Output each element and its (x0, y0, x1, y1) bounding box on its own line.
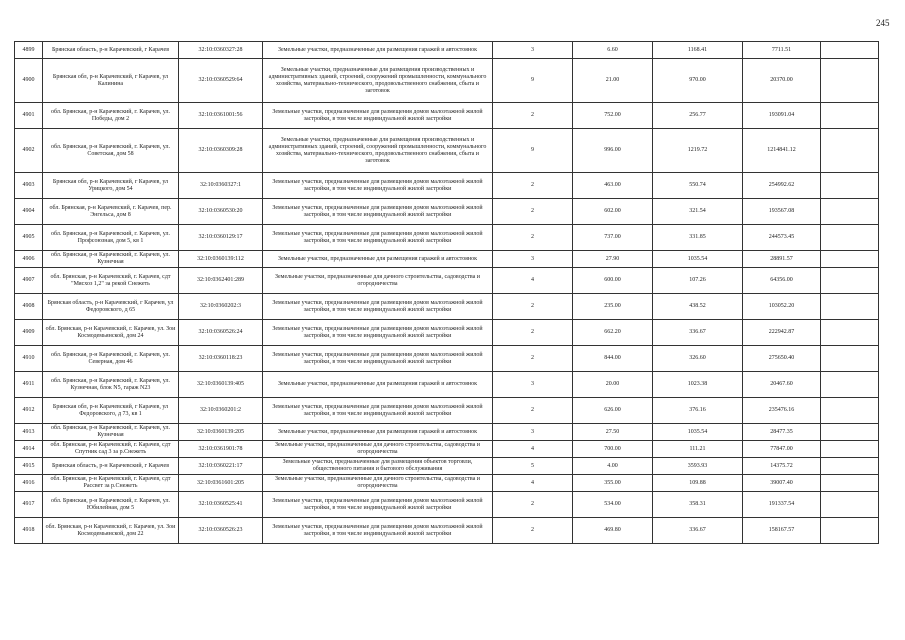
cadastral-number-cell: 32:10:0360139:112 (179, 251, 263, 268)
cadastral-value-cell: 14375.72 (743, 458, 821, 475)
empty-cell (821, 199, 879, 225)
specific-value-cell: 970.00 (653, 59, 743, 103)
table-body (15, 42, 879, 544)
cadastral-value-cell: 222942.87 (743, 320, 821, 346)
table-row (15, 458, 879, 475)
empty-cell (821, 398, 879, 424)
cadastral-value-cell: 7711.51 (743, 42, 821, 59)
area-cell: 21.00 (573, 59, 653, 103)
table-row (15, 424, 879, 441)
specific-value-cell: 109.88 (653, 475, 743, 492)
cadastral-number-cell: 32:10:0360139:405 (179, 372, 263, 398)
use-group-cell: 9 (493, 129, 573, 173)
specific-value-cell: 107.26 (653, 268, 743, 294)
use-group-cell: 5 (493, 458, 573, 475)
land-use-cell: Земельные участки, предназначенные для дачного строительства, садоводства и огородничества (263, 441, 493, 458)
cadastral-value-cell: 28477.35 (743, 424, 821, 441)
specific-value-cell: 111.21 (653, 441, 743, 458)
cadastral-value-cell: 275650.40 (743, 346, 821, 372)
address-cell: обл. Брянская, р-н Карачевский, г. Карачев, пер. Энгельса, дом 8 (43, 199, 179, 225)
area-cell: 752.00 (573, 103, 653, 129)
address-cell: обл. Брянская, р-н Карачевский, г. Карачев, ул. Кузнечная (43, 251, 179, 268)
table-row (15, 42, 879, 59)
use-group-cell: 2 (493, 225, 573, 251)
row-number-cell: 4909 (15, 320, 43, 346)
use-group-cell: 3 (493, 424, 573, 441)
use-group-cell: 2 (493, 294, 573, 320)
area-cell: 626.00 (573, 398, 653, 424)
empty-cell (821, 320, 879, 346)
specific-value-cell: 256.77 (653, 103, 743, 129)
row-number-cell: 4915 (15, 458, 43, 475)
address-cell: Брянская обл, р-н Карачевский, г Карачев, ул Калинина (43, 59, 179, 103)
empty-cell (821, 458, 879, 475)
use-group-cell: 2 (493, 173, 573, 199)
use-group-cell: 2 (493, 398, 573, 424)
cadastral-number-cell: 32:10:0360530:20 (179, 199, 263, 225)
address-cell: Брянская область, р-н Карачевский, г Карачев, ул Федоровского, д 65 (43, 294, 179, 320)
specific-value-cell: 1035.54 (653, 251, 743, 268)
table-row (15, 372, 879, 398)
empty-cell (821, 346, 879, 372)
row-number-cell: 4911 (15, 372, 43, 398)
specific-value-cell: 326.60 (653, 346, 743, 372)
cadastral-value-cell: 28891.57 (743, 251, 821, 268)
row-number-cell: 4913 (15, 424, 43, 441)
cadastral-number-cell: 32:10:0360309:28 (179, 129, 263, 173)
use-group-cell: 2 (493, 346, 573, 372)
cadastral-value-table (14, 41, 879, 544)
area-cell: 463.00 (573, 173, 653, 199)
cadastral-value-cell: 244573.45 (743, 225, 821, 251)
use-group-cell: 2 (493, 320, 573, 346)
specific-value-cell: 336.67 (653, 320, 743, 346)
use-group-cell: 9 (493, 59, 573, 103)
address-cell: обл. Брянская, р-н Карачевский, г. Карачев, ул. Юбилейная, дом 5 (43, 492, 179, 518)
address-cell: обл. Брянская, р-н Карачевский, г. Карачев, ул. Профсоюзная, дом 5, кв 1 (43, 225, 179, 251)
cadastral-number-cell: 32:10:0360118:23 (179, 346, 263, 372)
row-number-cell: 4901 (15, 103, 43, 129)
area-cell: 355.00 (573, 475, 653, 492)
land-use-cell: Земельные участки, предназначенные для размещения домов малоэтажной жилой застройки, в том числе индивидуальной жилой застройки (263, 346, 493, 372)
specific-value-cell: 376.16 (653, 398, 743, 424)
empty-cell (821, 129, 879, 173)
table-row (15, 294, 879, 320)
cadastral-number-cell: 32:10:0361901:78 (179, 441, 263, 458)
area-cell: 844.00 (573, 346, 653, 372)
address-cell: обл. Брянская, р-н Карачевский, г. Карачев, сдт Спутник сад 3 за р.Снежеть (43, 441, 179, 458)
cadastral-value-cell: 158167.57 (743, 518, 821, 544)
land-use-cell: Земельные участки, предназначенные для размещения домов малоэтажной жилой застройки, в том числе индивидуальной жилой застройки (263, 518, 493, 544)
address-cell: обл. Брянская, р-н Карачевский, г. Карачев, ул. Северная, дом 46 (43, 346, 179, 372)
area-cell: 27.50 (573, 424, 653, 441)
cadastral-value-cell: 193567.08 (743, 199, 821, 225)
specific-value-cell: 1023.38 (653, 372, 743, 398)
page-number: 245 (876, 18, 890, 28)
land-use-cell: Земельные участки, предназначенные для размещения производственных и административных зданий, строений, сооружений промышленности, коммунального хозяйства, материально-технического, продовольственного снабжения, сбыта и заготовок (263, 129, 493, 173)
empty-cell (821, 372, 879, 398)
area-cell: 27.90 (573, 251, 653, 268)
specific-value-cell: 550.74 (653, 173, 743, 199)
row-number-cell: 4918 (15, 518, 43, 544)
address-cell: обл. Брянская, р-н Карачевский, г. Карачев, ул. Кузнечная (43, 424, 179, 441)
land-use-cell: Земельные участки, предназначенные для размещения домов малоэтажной жилой застройки, в том числе индивидуальной жилой застройки (263, 320, 493, 346)
land-use-cell: Земельные участки, предназначенные для дачного строительства, садоводства и огородничества (263, 475, 493, 492)
cadastral-number-cell: 32:10:0360139:205 (179, 424, 263, 441)
table-row (15, 268, 879, 294)
use-group-cell: 3 (493, 251, 573, 268)
row-number-cell: 4903 (15, 173, 43, 199)
empty-cell (821, 475, 879, 492)
cadastral-number-cell: 32:10:0360327:1 (179, 173, 263, 199)
use-group-cell: 2 (493, 199, 573, 225)
land-use-cell: Земельные участки, предназначенные для размещения гаражей и автостоянок (263, 42, 493, 59)
cadastral-number-cell: 32:10:0361601:205 (179, 475, 263, 492)
use-group-cell: 4 (493, 441, 573, 458)
area-cell: 700.00 (573, 441, 653, 458)
area-cell: 737.00 (573, 225, 653, 251)
table-row (15, 251, 879, 268)
cadastral-number-cell: 32:10:0362401:289 (179, 268, 263, 294)
cadastral-number-cell: 32:10:0360221:17 (179, 458, 263, 475)
use-group-cell: 2 (493, 492, 573, 518)
table-row (15, 441, 879, 458)
land-use-cell: Земельные участки, предназначенные для размещения домов малоэтажной жилой застройки, в том числе индивидуальной жилой застройки (263, 103, 493, 129)
area-cell: 20.00 (573, 372, 653, 398)
address-cell: Брянская обл, р-н Карачевский, г Карачев, ул Урицкого, дом 54 (43, 173, 179, 199)
address-cell: обл. Брянская, р-н Карачевский, г. Карачев, ул. Зои Космодемьянской, дом 24 (43, 320, 179, 346)
specific-value-cell: 1168.41 (653, 42, 743, 59)
area-cell: 602.00 (573, 199, 653, 225)
address-cell: обл. Брянская, р-н Карачевский, г. Карачев, сдт "Мясхоз 1,2" за рекой Снежеть (43, 268, 179, 294)
area-cell: 235.00 (573, 294, 653, 320)
cadastral-value-cell: 254992.62 (743, 173, 821, 199)
land-use-cell: Земельные участки, предназначенные для размещения производственных и административных зданий, строений, сооружений промышленности, коммунального хозяйства, материально-технического, продовольственного снабжения, сбыта и заготовок (263, 59, 493, 103)
cadastral-number-cell: 32:10:0360526:23 (179, 518, 263, 544)
table-row (15, 518, 879, 544)
address-cell: обл. Брянская, р-н Карачевский, г. Карачев, ул. Зои Космодемьянской, дом 22 (43, 518, 179, 544)
empty-cell (821, 103, 879, 129)
use-group-cell: 2 (493, 103, 573, 129)
cadastral-value-cell: 77847.00 (743, 441, 821, 458)
row-number-cell: 4916 (15, 475, 43, 492)
empty-cell (821, 518, 879, 544)
address-cell: Брянская обл, р-н Карачевский, г Карачев, ул Федоровского, д 73, кв 1 (43, 398, 179, 424)
land-use-cell: Земельные участки, предназначенные для размещения объектов торговли, общественного питания и бытового обслуживания (263, 458, 493, 475)
table-row (15, 346, 879, 372)
specific-value-cell: 321.54 (653, 199, 743, 225)
empty-cell (821, 294, 879, 320)
specific-value-cell: 438.52 (653, 294, 743, 320)
row-number-cell: 4902 (15, 129, 43, 173)
specific-value-cell: 331.85 (653, 225, 743, 251)
land-use-cell: Земельные участки, предназначенные для дачного строительства, садоводства и огородничества (263, 268, 493, 294)
table-row (15, 492, 879, 518)
empty-cell (821, 492, 879, 518)
empty-cell (821, 441, 879, 458)
empty-cell (821, 225, 879, 251)
address-cell: обл. Брянская, р-н Карачевский, г. Карачев, ул. Победы, дом 2 (43, 103, 179, 129)
use-group-cell: 4 (493, 475, 573, 492)
empty-cell (821, 251, 879, 268)
land-use-cell: Земельные участки, предназначенные для размещения домов малоэтажной жилой застройки, в том числе индивидуальной жилой застройки (263, 294, 493, 320)
use-group-cell: 2 (493, 518, 573, 544)
land-use-cell: Земельные участки, предназначенные для размещения домов малоэтажной жилой застройки, в том числе индивидуальной жилой застройки (263, 492, 493, 518)
land-use-cell: Земельные участки, предназначенные для размещения домов малоэтажной жилой застройки, в том числе индивидуальной жилой застройки (263, 398, 493, 424)
address-cell: обл. Брянская, р-н Карачевский, г. Карачев, ул. Кузнечная, блок N5, гараж N23 (43, 372, 179, 398)
specific-value-cell: 1219.72 (653, 129, 743, 173)
table-row (15, 320, 879, 346)
cadastral-number-cell: 32:10:0360529:64 (179, 59, 263, 103)
area-cell: 534.00 (573, 492, 653, 518)
row-number-cell: 4908 (15, 294, 43, 320)
cadastral-number-cell: 32:10:0360526:24 (179, 320, 263, 346)
empty-cell (821, 268, 879, 294)
table-row (15, 225, 879, 251)
area-cell: 662.20 (573, 320, 653, 346)
table-row (15, 475, 879, 492)
cadastral-value-cell: 1214841.12 (743, 129, 821, 173)
empty-cell (821, 42, 879, 59)
cadastral-number-cell: 32:10:0360525:41 (179, 492, 263, 518)
cadastral-value-cell: 103052.20 (743, 294, 821, 320)
cadastral-value-cell: 20370.00 (743, 59, 821, 103)
cadastral-value-cell: 20467.60 (743, 372, 821, 398)
cadastral-number-cell: 32:10:0360201:2 (179, 398, 263, 424)
table-row (15, 129, 879, 173)
cadastral-value-cell: 64356.00 (743, 268, 821, 294)
specific-value-cell: 358.31 (653, 492, 743, 518)
use-group-cell: 3 (493, 42, 573, 59)
area-cell: 4.00 (573, 458, 653, 475)
cadastral-number-cell: 32:10:0360202:3 (179, 294, 263, 320)
land-use-cell: Земельные участки, предназначенные для размещения домов малоэтажной жилой застройки, в том числе индивидуальной жилой застройки (263, 225, 493, 251)
empty-cell (821, 59, 879, 103)
area-cell: 996.00 (573, 129, 653, 173)
land-use-cell: Земельные участки, предназначенные для размещения гаражей и автостоянок (263, 424, 493, 441)
table-row (15, 173, 879, 199)
address-cell: обл. Брянская, р-н Карачевский, г. Карачев, ул. Советская, дом 58 (43, 129, 179, 173)
address-cell: Брянская область, р-н Карачевский, г Карачев (43, 42, 179, 59)
empty-cell (821, 424, 879, 441)
table-row (15, 398, 879, 424)
row-number-cell: 4906 (15, 251, 43, 268)
specific-value-cell: 336.67 (653, 518, 743, 544)
row-number-cell: 4899 (15, 42, 43, 59)
land-use-cell: Земельные участки, предназначенные для размещения домов малоэтажной жилой застройки, в том числе индивидуальной жилой застройки (263, 173, 493, 199)
table-row (15, 199, 879, 225)
cadastral-value-cell: 191337.54 (743, 492, 821, 518)
row-number-cell: 4917 (15, 492, 43, 518)
table-row (15, 59, 879, 103)
cadastral-value-cell: 39007.40 (743, 475, 821, 492)
area-cell: 6.60 (573, 42, 653, 59)
address-cell: обл. Брянская, р-н Карачевский, г. Карачев, сдт Рассвет за р.Снежеть (43, 475, 179, 492)
cadastral-number-cell: 32:10:0360327:28 (179, 42, 263, 59)
land-use-cell: Земельные участки, предназначенные для размещения гаражей и автостоянок (263, 372, 493, 398)
specific-value-cell: 1035.54 (653, 424, 743, 441)
table-row (15, 103, 879, 129)
land-use-cell: Земельные участки, предназначенные для размещения гаражей и автостоянок (263, 251, 493, 268)
empty-cell (821, 173, 879, 199)
row-number-cell: 4907 (15, 268, 43, 294)
cadastral-value-cell: 193091.04 (743, 103, 821, 129)
use-group-cell: 3 (493, 372, 573, 398)
row-number-cell: 4904 (15, 199, 43, 225)
area-cell: 600.00 (573, 268, 653, 294)
row-number-cell: 4900 (15, 59, 43, 103)
row-number-cell: 4910 (15, 346, 43, 372)
row-number-cell: 4912 (15, 398, 43, 424)
area-cell: 469.80 (573, 518, 653, 544)
row-number-cell: 4905 (15, 225, 43, 251)
land-use-cell: Земельные участки, предназначенные для размещения домов малоэтажной жилой застройки, в том числе индивидуальной жилой застройки (263, 199, 493, 225)
use-group-cell: 4 (493, 268, 573, 294)
specific-value-cell: 3593.93 (653, 458, 743, 475)
cadastral-value-cell: 235476.16 (743, 398, 821, 424)
cadastral-number-cell: 32:10:0361001:56 (179, 103, 263, 129)
row-number-cell: 4914 (15, 441, 43, 458)
cadastral-number-cell: 32:10:0360129:17 (179, 225, 263, 251)
address-cell: Брянская область, р-н Карачевский, г Карачев (43, 458, 179, 475)
